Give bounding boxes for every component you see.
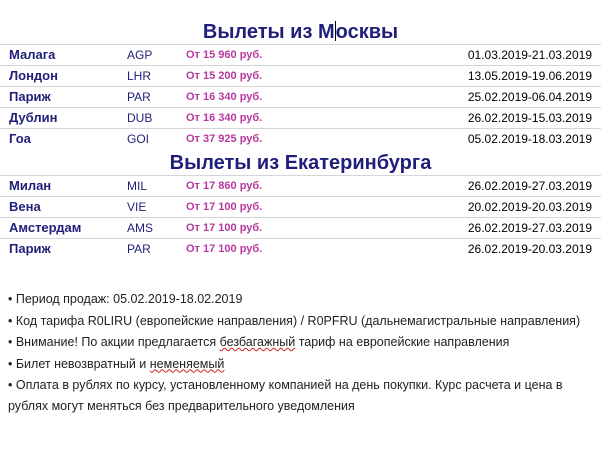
yekaterinburg-section-title: Вылеты из Екатеринбурга — [169, 152, 432, 174]
date-range: 26.02.2019-27.03.2019 — [467, 179, 592, 193]
table-row — [0, 128, 601, 149]
date-range: 01.03.2019-21.03.2019 — [467, 48, 592, 62]
airport-code: AMS — [127, 221, 154, 235]
conditions-notes — [8, 289, 593, 417]
price-text: От 15 960 руб. — [186, 49, 263, 61]
city-name: Малага — [9, 47, 56, 62]
table-row — [0, 196, 601, 217]
price-text: От 17 100 руб. — [186, 201, 263, 213]
price-text: От 15 200 руб. — [186, 70, 263, 82]
moscow-title-part2: осквы — [335, 21, 399, 43]
moscow-section-title — [0, 20, 601, 44]
date-range: 05.02.2019-18.03.2019 — [467, 132, 592, 146]
table-row — [0, 107, 601, 128]
airport-code: LHR — [127, 69, 152, 83]
date-range: 26.02.2019-27.03.2019 — [467, 221, 592, 235]
note-fare-code: • Код тарифа R0LIRU (европейские направления) / R0PFRU (дальнемагистральные направления) — [8, 313, 581, 328]
price-text: От 17 860 руб. — [186, 180, 263, 192]
date-range: 26.02.2019-20.03.2019 — [467, 242, 592, 256]
note-payment: • Оплата в рублях по курсу, установленному компанией на день покупки. Курс расчета и цена в рублях могут меняться без предварительного уведомления — [8, 378, 563, 413]
table-row — [0, 44, 601, 65]
airport-code: MIL — [127, 179, 148, 193]
airport-code: DUB — [127, 111, 153, 125]
city-name: Вена — [9, 199, 41, 214]
city-name: Лондон — [9, 68, 58, 83]
date-range: 20.02.2019-20.03.2019 — [467, 200, 592, 214]
note-promo — [8, 332, 593, 353]
date-range: 26.02.2019-15.03.2019 — [467, 111, 592, 125]
airport-code: GOI — [127, 132, 150, 146]
city-name: Париж — [9, 89, 51, 104]
price-text: От 17 100 руб. — [186, 243, 263, 255]
price-text: От 17 100 руб. — [186, 222, 263, 234]
yekaterinburg-flights-table — [0, 175, 601, 259]
airport-code: PAR — [127, 242, 151, 256]
moscow-title-part1: Вылеты из М — [202, 21, 335, 43]
note-sales-period: • Период продаж: 05.02.2019-18.02.2019 — [8, 292, 243, 306]
city-name: Милан — [9, 178, 52, 193]
city-name: Париж — [9, 241, 51, 256]
date-range: 25.02.2019-06.04.2019 — [467, 90, 592, 104]
airport-code: VIE — [127, 200, 147, 214]
airport-code: PAR — [127, 90, 151, 104]
date-range: 13.05.2019-19.06.2019 — [467, 69, 592, 83]
table-row — [0, 175, 601, 196]
price-text: От 37 925 руб. — [186, 133, 263, 145]
misspelled-word: неменяемый — [149, 356, 225, 371]
price-text: От 16 340 руб. — [186, 112, 263, 124]
note-text: • Билет невозвратный и — [8, 356, 150, 371]
table-row — [0, 65, 601, 86]
misspelled-word: безбагажный — [219, 335, 296, 349]
city-name: Гоа — [9, 131, 31, 146]
note-text: • Внимание! По акции предлагается — [8, 335, 220, 349]
moscow-flights-table — [0, 44, 601, 149]
table-row — [0, 238, 601, 259]
note-text: тариф на европейские направления — [295, 335, 510, 349]
city-name: Амстердам — [9, 220, 82, 235]
airport-code: AGP — [127, 48, 153, 62]
table-row — [0, 217, 601, 238]
price-text: От 16 340 руб. — [186, 91, 263, 103]
note-non-refundable — [8, 354, 593, 375]
table-row — [0, 86, 601, 107]
city-name: Дублин — [9, 110, 58, 125]
